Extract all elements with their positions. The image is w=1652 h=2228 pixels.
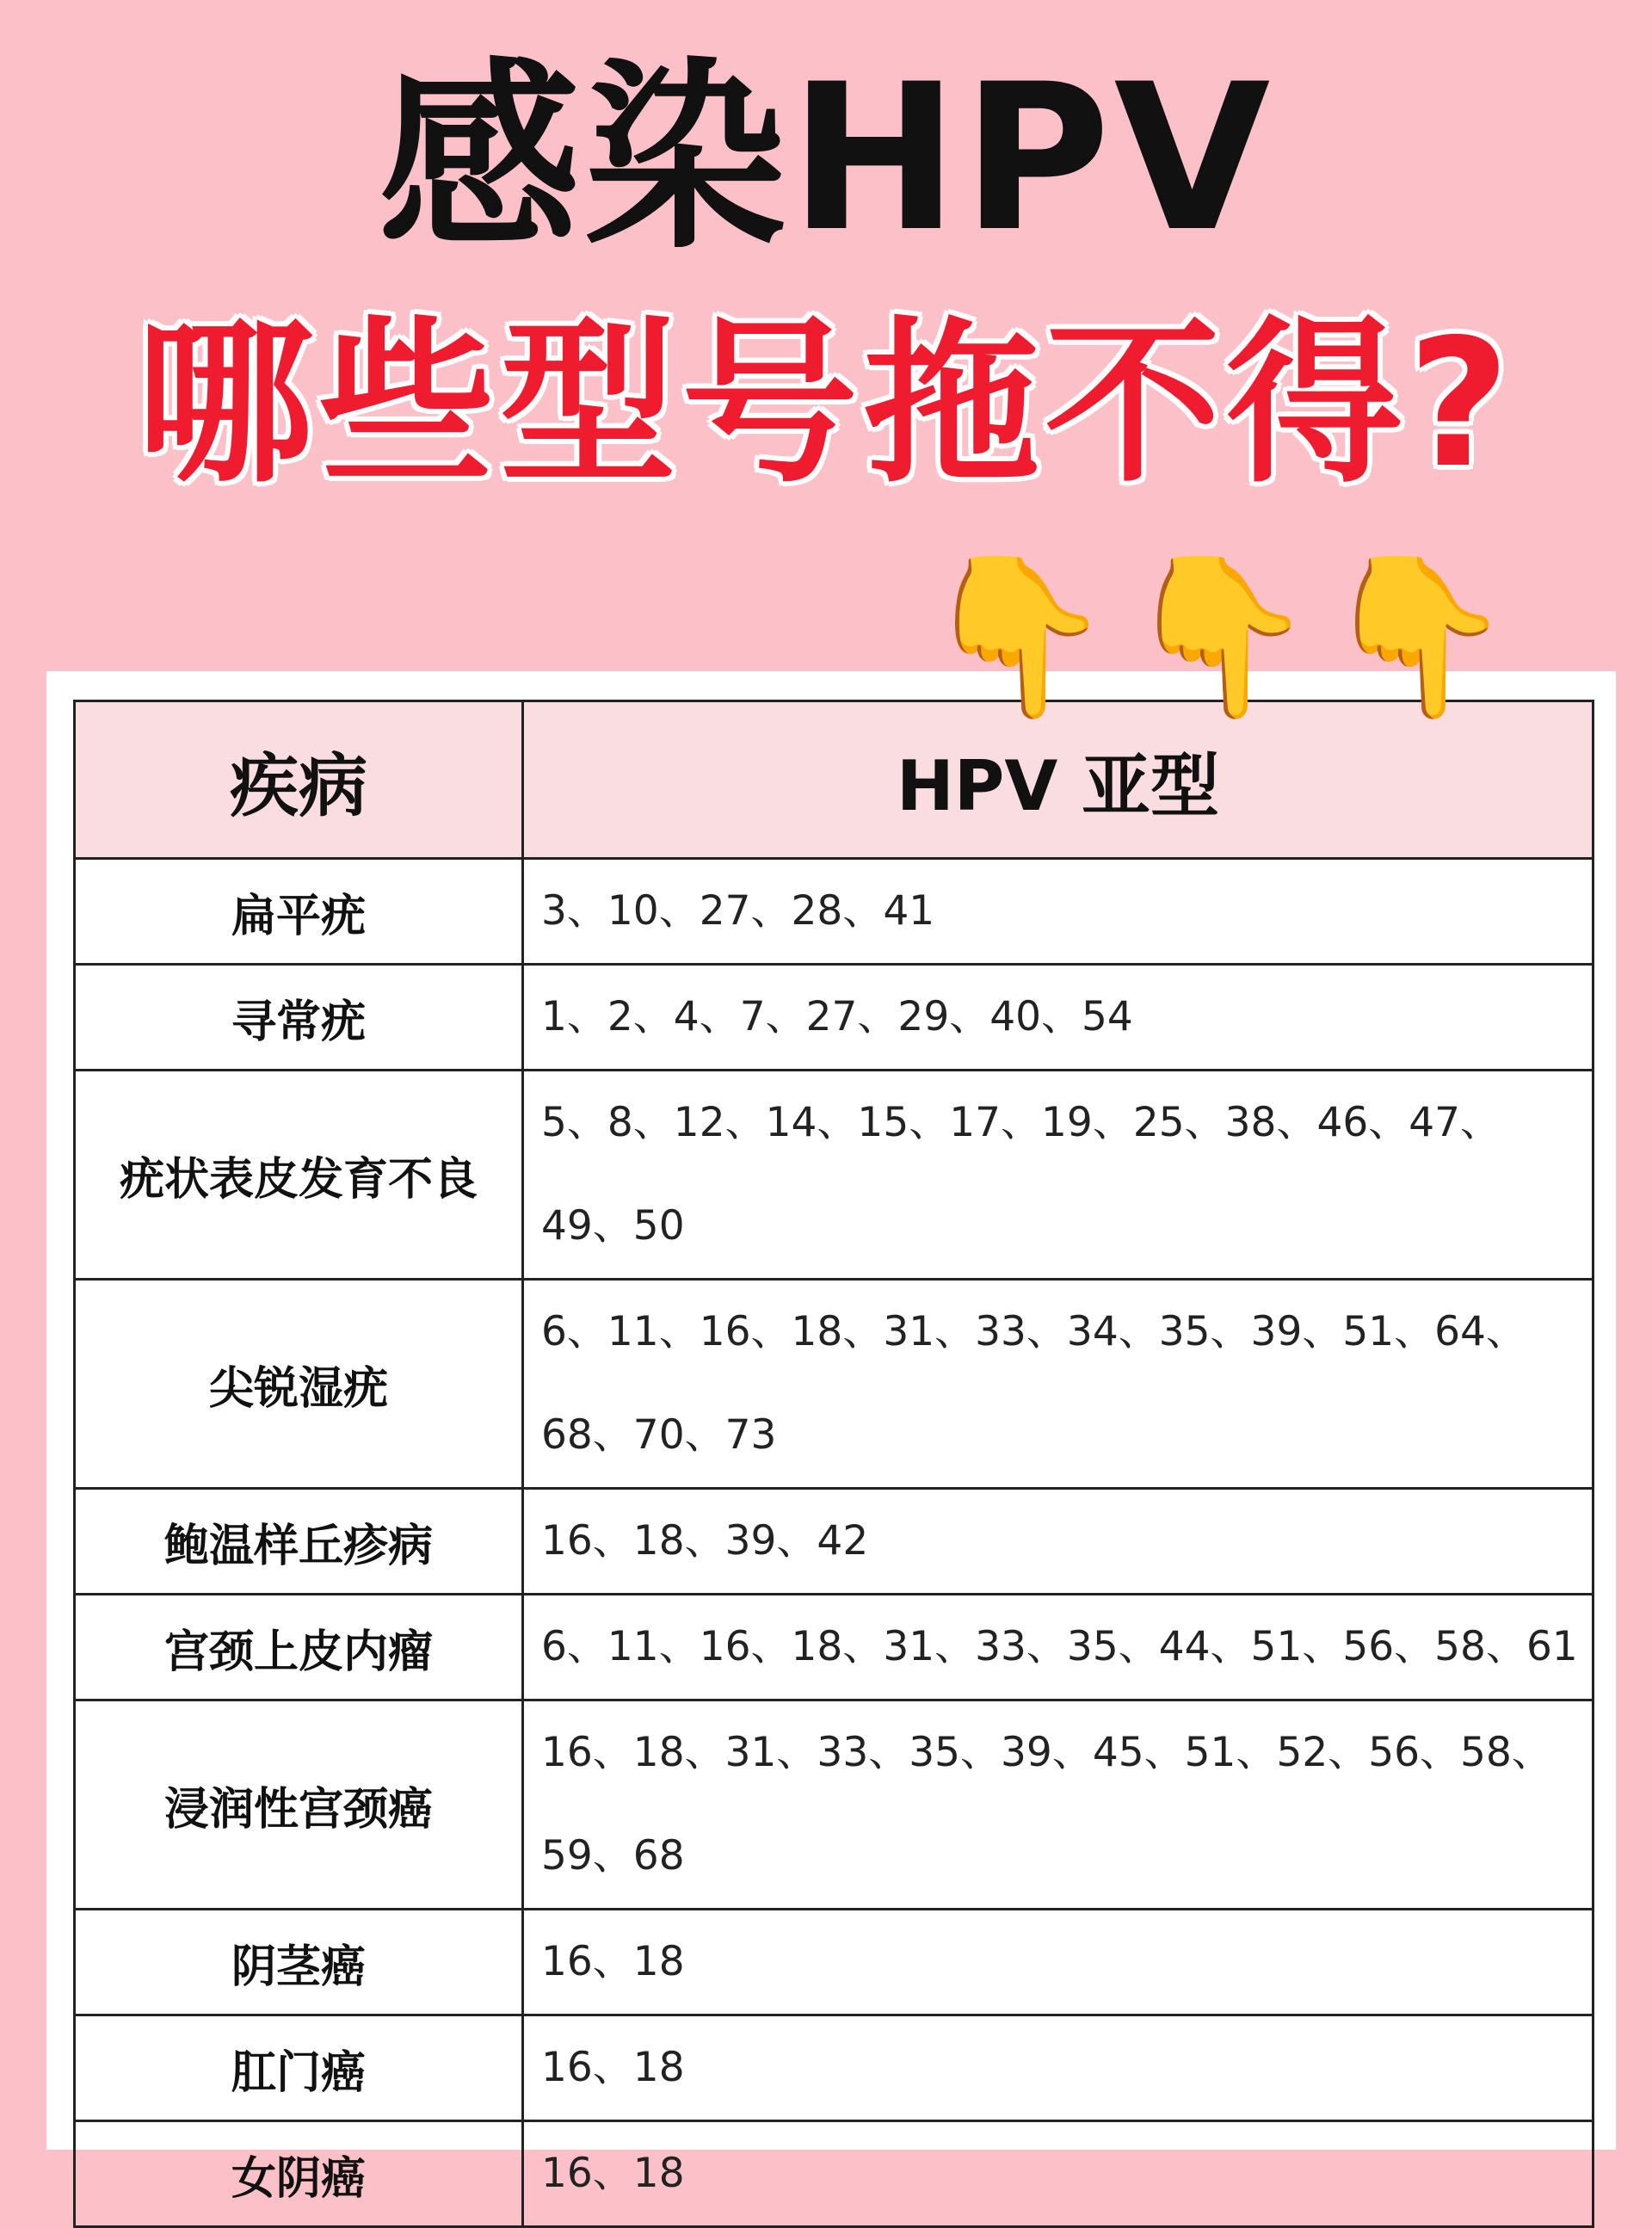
disease-cell: 浸润性宫颈癌 (75, 1700, 523, 1910)
disease-cell: 女阴癌 (75, 2121, 523, 2227)
pointing-down-hand-icon: 👇 (1321, 546, 1514, 726)
table-row (75, 1071, 1593, 1280)
disease-cell: 阴茎癌 (75, 1910, 523, 2015)
disease-cell: 宫颈上皮内瘤 (75, 1595, 523, 1700)
types-cell: 3、10、27、28、41 (523, 859, 1593, 965)
header-hpv-type: HPV 亚型 (523, 701, 1593, 859)
header-disease: 疾病 (75, 701, 523, 859)
table-row (75, 965, 1593, 1071)
disease-cell: 疣状表皮发育不良 (75, 1071, 523, 1280)
table-row (75, 859, 1593, 965)
disease-cell: 鲍温样丘疹病 (75, 1489, 523, 1595)
table-row (75, 1595, 1593, 1700)
table-row (75, 2015, 1593, 2121)
types-cell: 6、11、16、18、31、33、34、35、39、51、64、68、70、73 (523, 1280, 1593, 1489)
types-cell: 16、18 (523, 2121, 1593, 2227)
title-line-1: 感染HPV (378, 41, 1274, 276)
hpv-table (73, 700, 1594, 2228)
title-line-2: 哪些型号拖不得? (137, 302, 1515, 507)
types-cell: 1、2、4、7、27、29、40、54 (523, 965, 1593, 1071)
pointing-down-hand-icon: 👇 (1123, 546, 1316, 726)
types-cell: 16、18、39、42 (523, 1489, 1593, 1595)
table-row (75, 1910, 1593, 2015)
types-cell: 16、18 (523, 1910, 1593, 2015)
types-cell: 5、8、12、14、15、17、19、25、38、46、47、49、50 (523, 1071, 1593, 1280)
disease-cell: 肛门癌 (75, 2015, 523, 2121)
table-row (75, 2121, 1593, 2227)
disease-cell: 寻常疣 (75, 965, 523, 1071)
types-cell: 16、18、31、33、35、39、45、51、52、56、58、59、68 (523, 1700, 1593, 1910)
table-row (75, 1489, 1593, 1595)
types-cell: 16、18 (523, 2015, 1593, 2121)
pointing-down-hand-icon: 👇 (921, 546, 1114, 726)
disease-cell: 扁平疣 (75, 859, 523, 965)
disease-cell: 尖锐湿疣 (75, 1280, 523, 1489)
types-cell: 6、11、16、18、31、33、35、44、51、56、58、61 (523, 1595, 1593, 1700)
table-row (75, 1280, 1593, 1489)
table-row (75, 1700, 1593, 1910)
